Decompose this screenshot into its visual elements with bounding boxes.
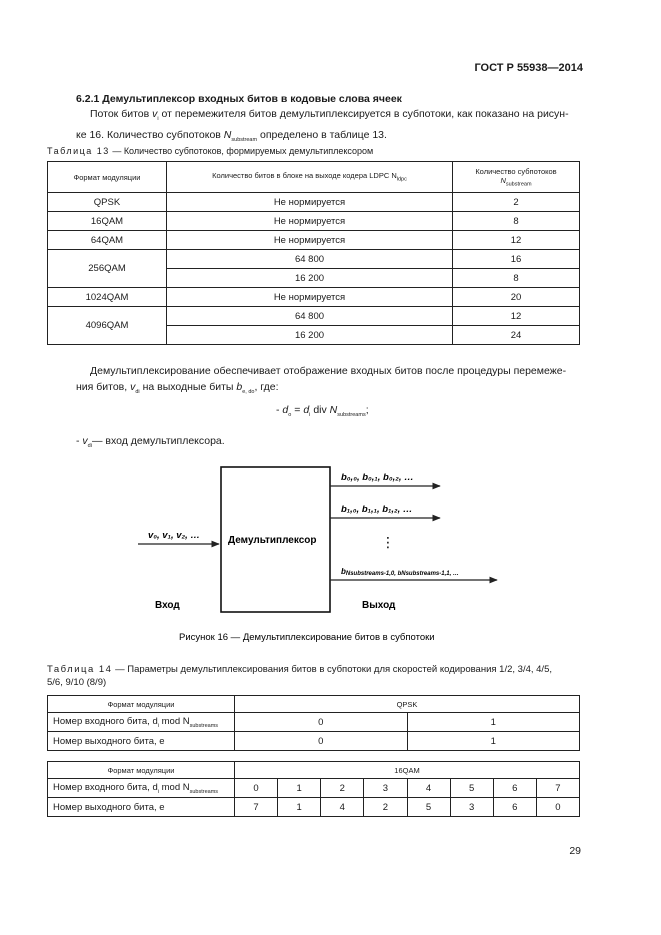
t13-bits: 16 200 [167,326,453,345]
t13-bits: 16 200 [167,269,453,288]
t14m-in-6: 6 [493,779,536,798]
table-row [48,713,580,732]
var-vdi-sub: di [135,389,140,396]
t13-bits: 64 800 [167,307,453,326]
page-number: 29 [569,845,581,857]
t14q-in-sub2: substreams [189,722,219,729]
p1-part-c: ке 16. Количество субпотоков [76,129,221,142]
table13-caption-label: Таблица 13 [47,146,110,156]
var-vdi: v [130,381,136,393]
t14m-in-2: 2 [321,779,364,798]
t14m-in-label [48,779,235,798]
bullet-v-sub: di [87,443,92,450]
table-row [48,779,580,798]
t14m-in-3: 3 [364,779,407,798]
t14m-out-7: 0 [536,798,579,817]
t14m-in-1: 1 [278,779,321,798]
table14-caption-text: — Параметры демультиплексирования битов в субпотоки для скоростей кодирования 1/2, 3/4, 4/5, [112,664,552,675]
t14m-out-6: 6 [493,798,536,817]
t13-mod: QPSK [48,193,167,212]
formula-d-i: d [303,404,310,416]
t14q-in-0: 0 [235,713,408,732]
t13-col-bits-text: Количество битов в блоке на выходе кодера LDPC N [212,171,397,181]
t13-bits: 64 800 [167,250,453,269]
formula-n: N [329,404,338,416]
var-v-sub: i [157,116,159,123]
table14-caption [47,663,587,689]
t13-count: 12 [453,231,580,250]
formula-n-sub: substreams [337,412,366,419]
p2-part-d: , где: [254,381,279,393]
t14q-in-mod: mod N [158,715,190,727]
t14q-fmt: Формат модуляции [48,696,235,713]
table13-caption-text: — Количество субпотоков, формируемых демультиплексором [109,146,374,156]
t14m-in-4: 4 [407,779,450,798]
table14-qpsk-header [48,696,580,713]
t14q-in-text: Номер входного бита, d [53,715,158,727]
t14m-in-0: 0 [235,779,278,798]
output-bits-1-label: b₁,₀, b₁,₁, b₁,₂, … [341,504,413,515]
bullet-prefix: - [76,435,80,447]
var-b-sub: e, do [242,389,255,396]
t13-mod: 16QAM [48,212,167,231]
table14-caption-text2: 5/6, 9/10 (8/9) [47,677,107,688]
p2-part-b: ния битов, [76,381,128,393]
var-b: b [236,381,243,393]
p2-part-a: Демультиплексирование обеспечивает отображение входных битов после процедуры перемеже- [90,365,567,377]
var-n-sub: substream [231,137,258,144]
t13-bits: Не нормируется [167,231,453,250]
t14m-in-5: 5 [450,779,493,798]
t13-count: 8 [453,269,580,288]
t13-col-mod: Формат модуляции [48,162,167,193]
input-label: Вход [155,600,180,611]
p2-part-c: на выходные биты [142,381,234,393]
t13-count: 12 [453,307,580,326]
t13-bits: Не нормируется [167,288,453,307]
t14m-in-sub: i [157,788,159,795]
var-v: v [152,108,158,120]
t13-count: 8 [453,212,580,231]
output-bits-n-main: b [341,567,346,576]
formula-eq: = [294,404,301,416]
formula-d-i-sub: i [309,412,311,419]
t14m-out-3: 2 [364,798,407,817]
document-header: ГОСТ Р 55938—2014 [474,62,583,74]
t14m-in-sub2: substreams [189,788,219,795]
t14q-in-label [48,713,235,732]
bullet-v: v [82,435,88,447]
t14q-in-sub: i [157,722,159,729]
var-n: N [223,129,232,142]
t13-mod: 64QAM [48,231,167,250]
t14q-in-1: 1 [407,713,580,732]
t13-bits: Не нормируется [167,212,453,231]
p1-part-a: Поток битов [90,108,150,120]
t13-count: 16 [453,250,580,269]
t13-bits: Не нормируется [167,193,453,212]
bullet-text: — вход демультиплексора. [91,435,225,447]
t13-mod: 4096QAM [48,307,167,345]
formula-d-o: d [282,404,289,416]
input-bits-label: v₀, v₁, v₂, … [148,530,200,541]
table-14-16qam [47,761,580,817]
t14m-name: 16QAM [235,762,580,779]
output-bits-n-sub: Nsubstreams-1,0, bNsubstreams-1,1, … [345,571,459,577]
t13-count: 24 [453,326,580,345]
t14m-out-5: 3 [450,798,493,817]
table-row [48,732,580,751]
output-bits-n-label [341,567,459,577]
t14m-out-label: Номер выходного бита, e [48,798,235,817]
formula-end: ; [365,404,369,416]
t14q-out-label: Номер выходного бита, e [48,732,235,751]
t13-mod: 1024QAM [48,288,167,307]
formula-d-o-sub: o [288,412,292,419]
table14-caption-label: Таблица 14 [47,664,113,675]
t13-col-count-sub: substream [505,181,532,188]
t14q-out-0: 0 [235,732,408,751]
t14m-out-2: 4 [321,798,364,817]
section-title: 6.2.1 Демультиплексор входных битов в кодовые слова ячеек [76,93,402,105]
t14m-fmt: Формат модуляции [48,762,235,779]
t13-mod: 256QAM [48,250,167,288]
t14m-in-mod: mod N [158,781,190,793]
t13-count: 20 [453,288,580,307]
t14m-in-7: 7 [536,779,579,798]
vertical-dots: ⋮ [381,535,395,551]
p1-part-b: от перемежителя битов демультиплексируется в субпотоки, как показано на рисун- [161,108,569,120]
demux-block-label: Демультиплексор [228,535,317,546]
t14q-out-1: 1 [407,732,580,751]
formula-prefix: - [276,404,280,416]
t13-col-bits-sub: ldpc [396,176,407,183]
p1-part-d: определено в таблице 13. [260,129,387,142]
t14m-out-0: 7 [235,798,278,817]
t13-col-count-n: N [500,175,506,185]
output-label: Выход [362,600,396,611]
t13-count: 2 [453,193,580,212]
figure-caption: Рисунок 16 — Демультиплексирование битов в субпотоки [179,632,435,643]
table-row [48,798,580,817]
t14m-in-text: Номер входного бита, d [53,781,158,793]
table14-16qam-header [48,762,580,779]
formula-div: div [313,404,327,416]
t13-col-count-text: Количество субпотоков [475,166,557,176]
t14q-name: QPSK [235,696,580,713]
output-bits-0-label: b₀,₀, b₀,₁, b₀,₂, … [341,472,414,483]
table-14-qpsk [47,695,580,751]
t14m-out-1: 1 [278,798,321,817]
t14m-out-4: 5 [407,798,450,817]
